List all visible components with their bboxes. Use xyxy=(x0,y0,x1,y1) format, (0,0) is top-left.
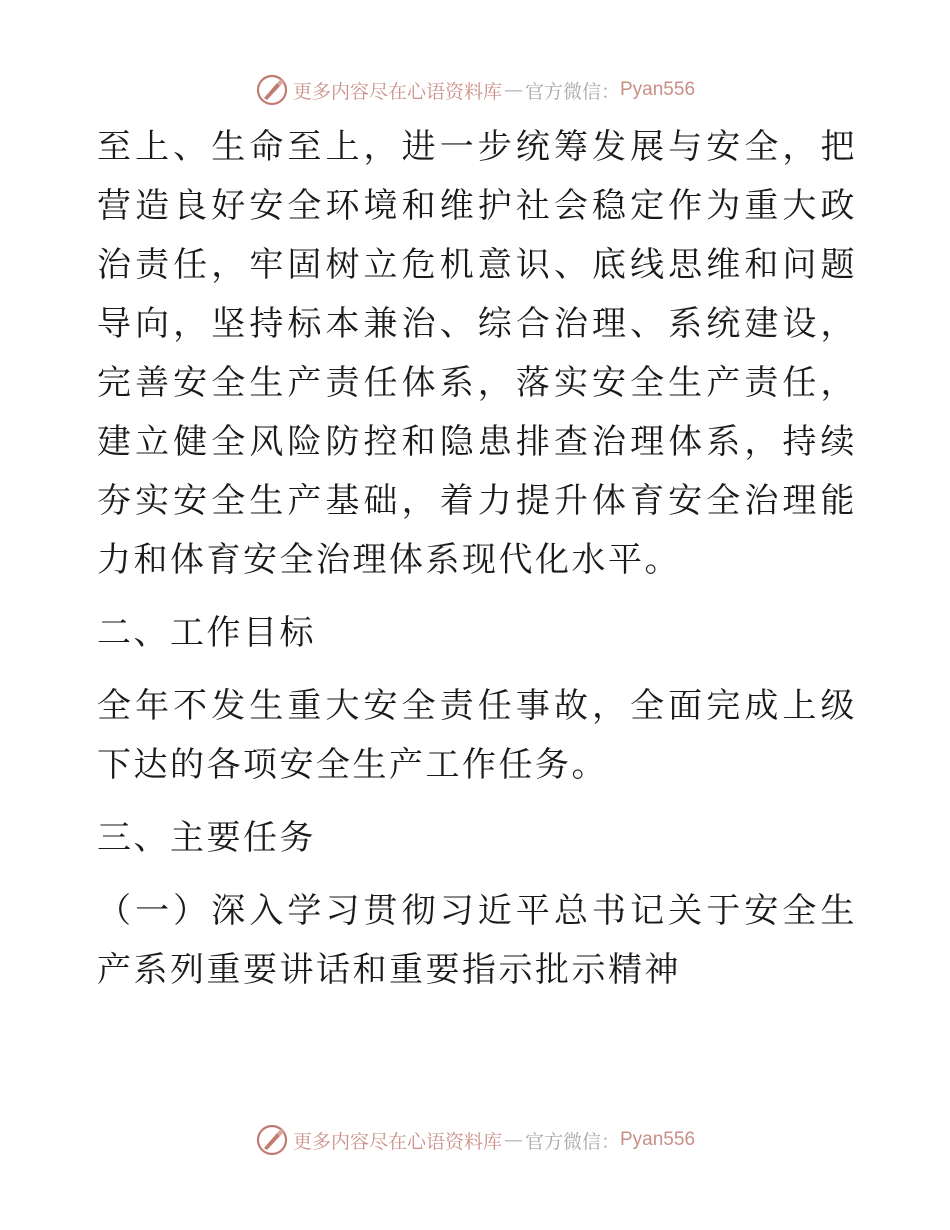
watermark-id: Pyan556 xyxy=(620,79,696,100)
watermark-official: 官方微信： xyxy=(524,1130,620,1153)
watermark-text: 更多内容尽在心语资料库 xyxy=(292,1130,502,1153)
footer-watermark xyxy=(0,1120,950,1160)
watermark-id: Pyan556 xyxy=(620,1129,696,1150)
watermark-dash: — xyxy=(503,1129,523,1151)
section-heading-tasks: 三、主要任务 xyxy=(97,818,316,858)
pen-logo-icon xyxy=(255,1123,289,1157)
watermark-text: 更多内容尽在心语资料库 xyxy=(292,80,502,103)
section-heading-goals: 二、工作目标 xyxy=(97,613,316,653)
paragraph-intro: 至上、生命至上，进一步统筹发展与安全，把营造良好安全环境和维护社会稳定作为重大政治责任，牢固树立危机意识、底线思维和问题导向，坚持标本兼治、综合治理、系统建设，完善安全生产责任体系，落实安全生产责任，建立健全风险防控和隐患排查治理体系，持续夯实安全生产基础，着力提升体育安全治理能力和体育安全治理体系现代化水平。 xyxy=(97,127,857,580)
watermark-dash: — xyxy=(503,79,523,101)
paragraph-task-1: （一）深入学习贯彻习近平总书记关于安全生产系列重要讲话和重要指示批示精神 xyxy=(97,891,857,990)
header-watermark xyxy=(0,70,950,110)
watermark-official: 官方微信： xyxy=(524,80,620,103)
pen-logo-icon xyxy=(255,73,289,107)
paragraph-goals: 全年不发生重大安全责任事故，全面完成上级下达的各项安全生产工作任务。 xyxy=(97,686,857,785)
document-body xyxy=(97,118,857,1000)
